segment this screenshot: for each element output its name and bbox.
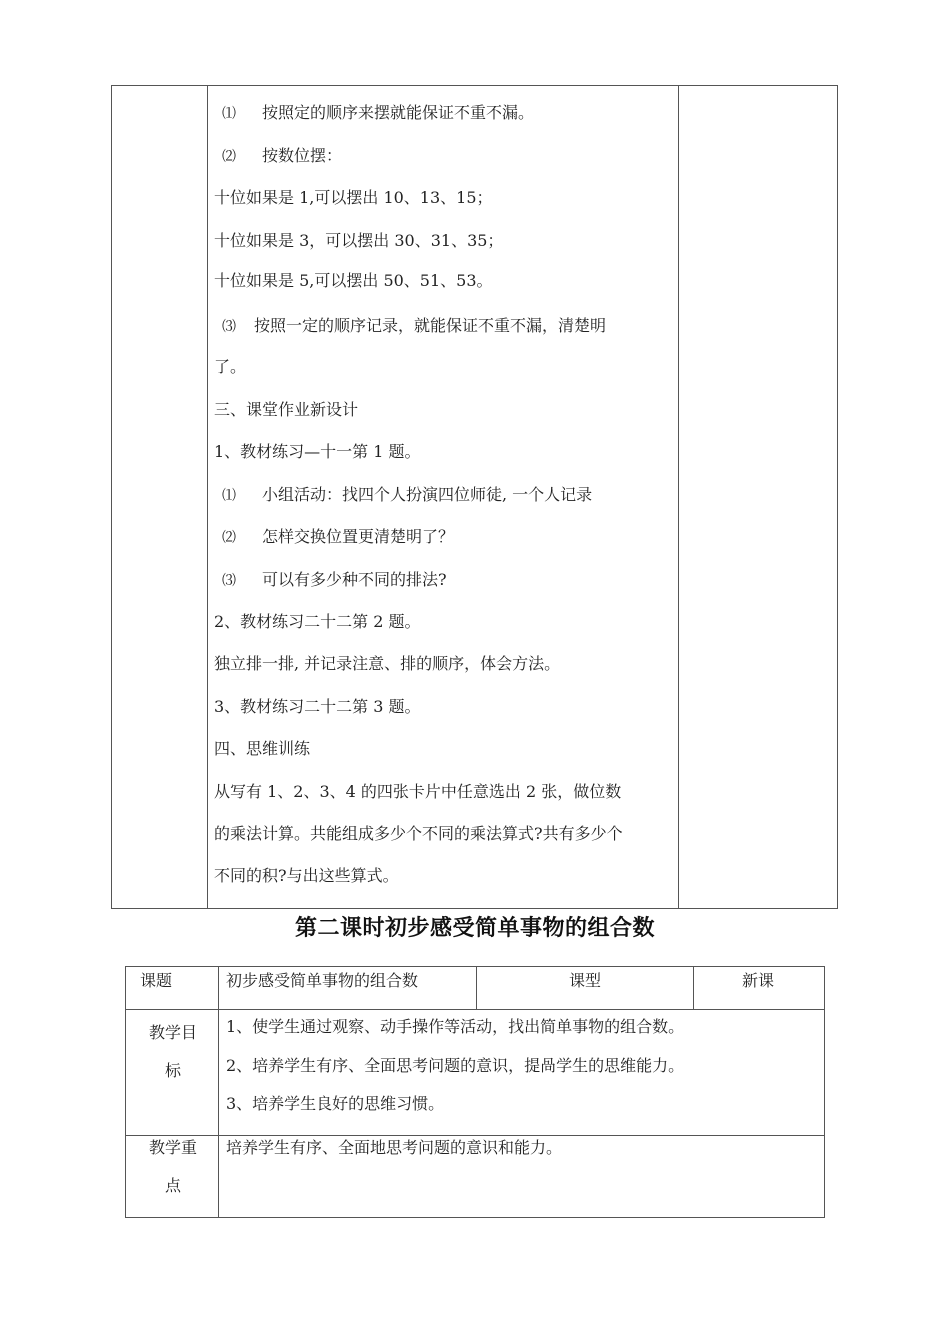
exercise-3: 3、教材练习二十二第 3 题。 xyxy=(214,697,421,716)
row-divider xyxy=(126,1009,824,1010)
column-divider xyxy=(476,967,477,1009)
step-3-text-cont: 了。 xyxy=(214,357,247,376)
type-value: 新课 xyxy=(742,971,775,990)
goals-label xyxy=(140,1014,206,1090)
lesson-plan-table-continued xyxy=(111,85,838,909)
topic-value: 初步感受简单事物的组合数 xyxy=(226,971,419,990)
thinking-line-1: 从写有 1、2、3、4 的四张卡片中任意选出 2 张，做位数 xyxy=(214,782,622,801)
exercise-1-item-1-text: 小组活动：找四个人扮演四位师徒, 一个人记录 xyxy=(262,485,593,504)
exercise-1-item-3-number: ⑶ xyxy=(222,573,236,589)
exercise-2: 2、教材练习二十二第 2 题。 xyxy=(214,612,421,631)
exercise-1-item-1-number: ⑴ xyxy=(222,488,236,504)
exercise-1-item-3-text: 可以有多少种不同的排法? xyxy=(262,570,447,589)
step-1-text: 按照定的顺序来摆就能保证不重不漏。 xyxy=(262,103,535,122)
exercise-2-note: 独立排一排, 并记录注意、排的顺序，体会方法。 xyxy=(214,654,561,673)
lesson-info-table xyxy=(125,966,825,1218)
step-1-line xyxy=(222,103,534,124)
topic-label: 课题 xyxy=(140,971,173,990)
table-left-column xyxy=(112,86,208,908)
column-divider xyxy=(218,967,219,1217)
goals-label-line-2: 标 xyxy=(164,1061,181,1080)
exercise-1: 1、教材练习—十一第 1 题。 xyxy=(214,442,421,461)
step-2-number: ⑵ xyxy=(222,149,236,165)
step-2-text: 按数位摆： xyxy=(262,146,343,165)
column-divider xyxy=(693,967,694,1009)
step-1-number: ⑴ xyxy=(222,106,236,122)
step-3-text: 按照一定的顺序记录，就能保证不重不漏，清楚明 xyxy=(254,316,607,335)
thinking-line-3: 不同的积?与出这些算式。 xyxy=(214,866,399,885)
exercise-1-item-2 xyxy=(222,527,454,548)
step-2-line xyxy=(222,146,342,167)
goal-2: 2、培养学生有序、全面思考问题的意识，提咼学生的思维能力。 xyxy=(226,1056,685,1075)
section-4-heading: 四、思维训练 xyxy=(214,739,311,758)
focus-value: 培养学生有序、全面地思考问题的意识和能力。 xyxy=(226,1138,563,1157)
tens-line-3: 十位如果是 5,可以摆出 50、51、53。 xyxy=(214,271,493,290)
step-3-line xyxy=(222,316,606,337)
type-label: 课型 xyxy=(569,971,602,990)
step-3-number: ⑶ xyxy=(222,319,236,335)
goals-label-line-1: 教学目 xyxy=(148,1023,197,1042)
exercise-1-item-1 xyxy=(222,485,592,506)
exercise-1-item-2-text: 怎样交换位置更清楚明了？ xyxy=(262,527,455,546)
exercise-1-item-2-number: ⑵ xyxy=(222,530,236,546)
section-3-heading: 三、课堂作业新设计 xyxy=(214,400,359,419)
exercise-1-item-3 xyxy=(222,570,447,591)
tens-line-1: 十位如果是 1,可以摆出 10、13、15； xyxy=(214,188,493,207)
tens-line-2: 十位如果是 3，可以摆出 30、31、35； xyxy=(214,231,504,250)
table-right-column xyxy=(678,86,837,908)
teaching-process-cell xyxy=(208,86,679,908)
row-divider xyxy=(126,1135,824,1136)
focus-label-line-2: 点 xyxy=(164,1176,181,1195)
focus-label xyxy=(140,1129,206,1205)
thinking-line-2: 的乘法计算。共能组成多少个不同的乘法算式?共有多少个 xyxy=(214,824,623,843)
focus-label-line-1: 教学重 xyxy=(148,1138,197,1157)
lesson-title: 第二课时初步感受简单事物的组合数 xyxy=(294,916,655,941)
goal-3: 3、培养学生良好的思维习惯。 xyxy=(226,1094,445,1113)
goal-1: 1、使学生通过观察、动手操作等活动，找出简单事物的组合数。 xyxy=(226,1017,685,1036)
